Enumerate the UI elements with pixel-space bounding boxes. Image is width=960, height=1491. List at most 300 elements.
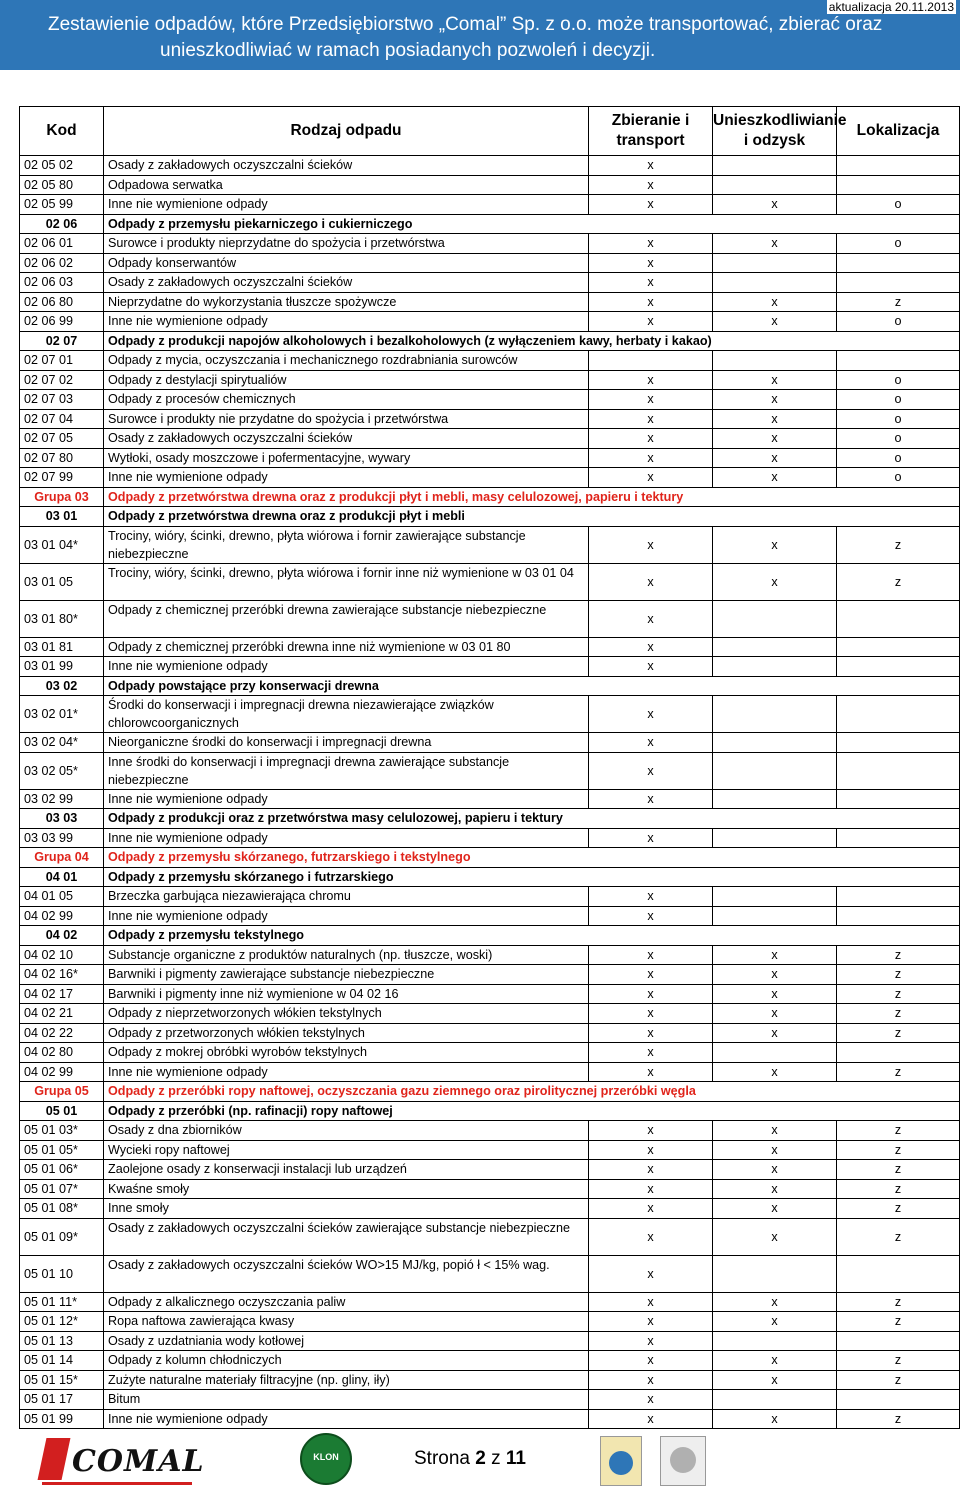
cell-collection-transport: x — [589, 733, 713, 753]
cell-description: Osady z uzdatniania wody kotłowej — [104, 1331, 589, 1351]
table-row — [20, 1312, 960, 1332]
cell-code: 04 02 80 — [20, 1043, 104, 1063]
cell-code: 05 01 99 — [20, 1409, 104, 1429]
cell-code: 05 01 06* — [20, 1160, 104, 1180]
table-row — [20, 1370, 960, 1390]
table-row — [20, 1351, 960, 1371]
cell-disposal-recovery — [713, 752, 837, 789]
page-title-line-1: Zestawienie odpadów, które Przedsiębiorstwo „Comal” Sp. z o.o. może transportować, zbierać oraz — [48, 14, 883, 35]
table-row — [20, 331, 960, 351]
cell-code: 03 03 — [20, 809, 104, 829]
table-row — [20, 1062, 960, 1082]
cell-disposal-recovery: x — [713, 1121, 837, 1141]
cell-disposal-recovery: x — [713, 526, 837, 563]
table-row — [20, 1023, 960, 1043]
table-row — [20, 906, 960, 926]
table-row — [20, 234, 960, 254]
cell-description: Odpady z nieprzetworzonych włókien tekstylnych — [104, 1004, 589, 1024]
table-row — [20, 676, 960, 696]
cell-code: 05 01 13 — [20, 1331, 104, 1351]
cell-description: Osady z zakładowych oczyszczalni ścieków — [104, 156, 589, 176]
comal-logo-underline — [42, 1482, 192, 1485]
cell-collection-transport: x — [589, 752, 713, 789]
cell-disposal-recovery: x — [713, 390, 837, 410]
cell-description: Odpady z przeróbki ropy naftowej, oczyszczania gazu ziemnego oraz pirolitycznej przeróbki węgla — [104, 1082, 960, 1102]
cell-location — [837, 1390, 960, 1410]
cell-location: o — [837, 448, 960, 468]
cell-description: Inne nie wymienione odpady — [104, 468, 589, 488]
col-unieszkodliwianie: Unieszkodliwianie i odzysk — [713, 107, 837, 156]
cell-disposal-recovery: x — [713, 312, 837, 332]
cell-location — [837, 733, 960, 753]
table-row — [20, 448, 960, 468]
cell-code: 02 06 80 — [20, 292, 104, 312]
cell-location — [837, 828, 960, 848]
cell-disposal-recovery: x — [713, 1004, 837, 1024]
page-sep: z — [491, 1448, 501, 1469]
cell-description: Nieprzydatne do wykorzystania tłuszcze spożywcze — [104, 292, 589, 312]
cell-location: z — [837, 965, 960, 985]
cell-description: Inne nie wymienione odpady — [104, 789, 589, 809]
cell-disposal-recovery: x — [713, 1351, 837, 1371]
cell-location — [837, 175, 960, 195]
cell-disposal-recovery: x — [713, 195, 837, 215]
cell-location: z — [837, 526, 960, 563]
cell-location: z — [837, 1351, 960, 1371]
cell-description: Osady z zakładowych oczyszczalni ścieków zawierające substancje niebezpieczne — [104, 1218, 589, 1255]
cell-collection-transport: x — [589, 1218, 713, 1255]
cell-code: 03 02 — [20, 676, 104, 696]
table-row — [20, 487, 960, 507]
cell-code: 03 02 04* — [20, 733, 104, 753]
klon-logo-text: KLON — [313, 1452, 339, 1462]
cell-collection-transport: x — [589, 370, 713, 390]
cell-disposal-recovery: x — [713, 448, 837, 468]
col-zbieranie: Zbieranie i transport — [589, 107, 713, 156]
cell-location: z — [837, 292, 960, 312]
cell-description: Surowce i produkty nieprzydatne do spożycia i przetwórstwa — [104, 234, 589, 254]
cell-code: Grupa 03 — [20, 487, 104, 507]
cell-code: 05 01 10 — [20, 1255, 104, 1292]
table-row — [20, 429, 960, 449]
cell-location: z — [837, 1004, 960, 1024]
cell-location: o — [837, 195, 960, 215]
table-row — [20, 1160, 960, 1180]
cell-collection-transport: x — [589, 1351, 713, 1371]
cell-disposal-recovery — [713, 1255, 837, 1292]
comal-logo-text: COMAL — [72, 1444, 205, 1479]
cell-description: Inne środki do konserwacji i impregnacji drewna zawierające substancje niebezpieczne — [104, 752, 589, 789]
table-row — [20, 195, 960, 215]
cell-collection-transport: x — [589, 1043, 713, 1063]
cell-location: z — [837, 1160, 960, 1180]
cell-description: Odpady z przemysłu skórzanego, futrzarskiego i tekstylnego — [104, 848, 960, 868]
cell-code: 02 07 05 — [20, 429, 104, 449]
cell-location — [837, 637, 960, 657]
cell-location — [837, 887, 960, 907]
waste-table — [19, 106, 960, 1429]
cell-disposal-recovery: x — [713, 1409, 837, 1429]
table-row — [20, 1140, 960, 1160]
cell-code: 05 01 07* — [20, 1179, 104, 1199]
cell-disposal-recovery — [713, 253, 837, 273]
cell-code: 02 05 99 — [20, 195, 104, 215]
cell-code: 03 02 01* — [20, 696, 104, 733]
cell-collection-transport: x — [589, 175, 713, 195]
cell-collection-transport: x — [589, 696, 713, 733]
cell-location: z — [837, 563, 960, 600]
cell-disposal-recovery: x — [713, 1199, 837, 1219]
table-row — [20, 156, 960, 176]
page-prefix: Strona — [414, 1448, 470, 1469]
table-row — [20, 292, 960, 312]
cell-collection-transport: x — [589, 253, 713, 273]
cell-code: Grupa 05 — [20, 1082, 104, 1102]
cell-disposal-recovery: x — [713, 1312, 837, 1332]
cell-code: 05 01 12* — [20, 1312, 104, 1332]
cell-description: Odpady z przeróbki (np. rafinacji) ropy naftowej — [104, 1101, 960, 1121]
cell-disposal-recovery — [713, 696, 837, 733]
cell-location: z — [837, 984, 960, 1004]
table-row — [20, 1043, 960, 1063]
cell-disposal-recovery — [713, 1331, 837, 1351]
table-row — [20, 696, 960, 733]
cell-collection-transport: x — [589, 448, 713, 468]
cell-code: 03 01 99 — [20, 657, 104, 677]
table-row — [20, 926, 960, 946]
cell-description: Odpady z przetworzonych włókien tekstylnych — [104, 1023, 589, 1043]
cell-location: o — [837, 409, 960, 429]
cell-code: 04 02 10 — [20, 945, 104, 965]
cell-description: Trociny, wióry, ścinki, drewno, płyta wiórowa i fornir zawierające substancje niebezpieczne — [104, 526, 589, 563]
cell-collection-transport: x — [589, 1179, 713, 1199]
table-row — [20, 1331, 960, 1351]
cell-collection-transport: x — [589, 1292, 713, 1312]
cell-collection-transport: x — [589, 1004, 713, 1024]
cell-description: Ropa naftowa zawierająca kwasy — [104, 1312, 589, 1332]
cell-collection-transport: x — [589, 887, 713, 907]
cell-description: Środki do konserwacji i impregnacji drewna niezawierające związków chlorowcoorganicznych — [104, 696, 589, 733]
cell-collection-transport — [589, 351, 713, 371]
cell-disposal-recovery: x — [713, 1140, 837, 1160]
cell-location: z — [837, 1292, 960, 1312]
table-row — [20, 789, 960, 809]
table-row — [20, 312, 960, 332]
cell-location: o — [837, 312, 960, 332]
table-row — [20, 1101, 960, 1121]
award-badge-icon — [660, 1436, 706, 1486]
cell-disposal-recovery: x — [713, 1179, 837, 1199]
table-row — [20, 752, 960, 789]
cell-code: 02 06 99 — [20, 312, 104, 332]
cell-description: Odpady z przemysłu piekarniczego i cukierniczego — [104, 214, 960, 234]
cell-location: z — [837, 1409, 960, 1429]
table-row — [20, 1409, 960, 1429]
certificate-badge-icon — [600, 1436, 642, 1486]
cell-disposal-recovery: x — [713, 1062, 837, 1082]
cell-location: z — [837, 1121, 960, 1141]
cell-code: 02 07 03 — [20, 390, 104, 410]
cell-location — [837, 906, 960, 926]
table-row — [20, 507, 960, 527]
cell-disposal-recovery: x — [713, 945, 837, 965]
cell-description: Odpady powstające przy konserwacji drewna — [104, 676, 960, 696]
cell-disposal-recovery — [713, 156, 837, 176]
cell-location: z — [837, 1370, 960, 1390]
cell-code: 02 05 80 — [20, 175, 104, 195]
cell-code: 02 07 — [20, 331, 104, 351]
cell-location: o — [837, 234, 960, 254]
cell-collection-transport: x — [589, 390, 713, 410]
cell-code: 02 06 03 — [20, 273, 104, 293]
cell-code: 03 01 81 — [20, 637, 104, 657]
cell-collection-transport: x — [589, 965, 713, 985]
table-row — [20, 253, 960, 273]
cell-disposal-recovery: x — [713, 1370, 837, 1390]
cell-code: 04 02 22 — [20, 1023, 104, 1043]
cell-location: o — [837, 390, 960, 410]
cell-code: Grupa 04 — [20, 848, 104, 868]
cell-collection-transport: x — [589, 156, 713, 176]
cell-location: z — [837, 945, 960, 965]
cell-disposal-recovery — [713, 1390, 837, 1410]
table-row — [20, 848, 960, 868]
cell-disposal-recovery: x — [713, 1023, 837, 1043]
cell-disposal-recovery — [713, 828, 837, 848]
table-row — [20, 563, 960, 600]
cell-location: z — [837, 1179, 960, 1199]
cell-description: Barwniki i pigmenty inne niż wymienione w 04 02 16 — [104, 984, 589, 1004]
cell-disposal-recovery — [713, 175, 837, 195]
cell-description: Odpady z przetwórstwa drewna oraz z produkcji płyt i mebli, masy celulozowej, papieru i tektury — [104, 487, 960, 507]
cell-disposal-recovery: x — [713, 984, 837, 1004]
table-row — [20, 828, 960, 848]
cell-code: 03 01 — [20, 507, 104, 527]
cell-description: Brzeczka garbująca niezawierająca chromu — [104, 887, 589, 907]
table-row — [20, 1004, 960, 1024]
cell-description: Wycieki ropy naftowej — [104, 1140, 589, 1160]
cell-collection-transport: x — [589, 1255, 713, 1292]
cell-collection-transport: x — [589, 429, 713, 449]
cell-description: Odpady z destylacji spirytualiów — [104, 370, 589, 390]
table-row — [20, 214, 960, 234]
cell-code: 05 01 09* — [20, 1218, 104, 1255]
cell-description: Odpady z mycia, oczyszczania i mechanicznego rozdrabniania surowców — [104, 351, 589, 371]
cell-description: Substancje organiczne z produktów naturalnych (np. tłuszcze, woski) — [104, 945, 589, 965]
cell-location — [837, 657, 960, 677]
cell-collection-transport: x — [589, 468, 713, 488]
cell-description: Odpadowa serwatka — [104, 175, 589, 195]
cell-description: Osady z zakładowych oczyszczalni ścieków WO>15 MJ/kg, popió ł < 15% wag. — [104, 1255, 589, 1292]
cell-disposal-recovery — [713, 351, 837, 371]
cell-disposal-recovery — [713, 637, 837, 657]
cell-collection-transport: x — [589, 195, 713, 215]
table-row — [20, 600, 960, 637]
cell-code: 05 01 15* — [20, 1370, 104, 1390]
cell-collection-transport: x — [589, 273, 713, 293]
cell-description: Inne smoły — [104, 1199, 589, 1219]
cell-collection-transport: x — [589, 1312, 713, 1332]
cell-location — [837, 789, 960, 809]
cell-disposal-recovery — [713, 657, 837, 677]
comal-logo — [42, 1438, 205, 1480]
cell-description: Inne nie wymienione odpady — [104, 906, 589, 926]
cell-location — [837, 351, 960, 371]
cell-collection-transport: x — [589, 1062, 713, 1082]
cell-description: Odpady z procesów chemicznych — [104, 390, 589, 410]
table-row — [20, 175, 960, 195]
cell-location: o — [837, 429, 960, 449]
cell-code: 05 01 11* — [20, 1292, 104, 1312]
cell-description: Trociny, wióry, ścinki, drewno, płyta wiórowa i fornir inne niż wymienione w 03 01 04 — [104, 563, 589, 600]
comal-logo-mark — [38, 1438, 71, 1480]
cell-disposal-recovery: x — [713, 234, 837, 254]
cell-location: z — [837, 1140, 960, 1160]
cell-description: Odpady z alkalicznego oczyszczania paliw — [104, 1292, 589, 1312]
cell-location: o — [837, 370, 960, 390]
cell-disposal-recovery: x — [713, 1292, 837, 1312]
table-row — [20, 468, 960, 488]
cell-code: 05 01 05* — [20, 1140, 104, 1160]
cell-description: Osady z dna zbiorników — [104, 1121, 589, 1141]
cell-description: Inne nie wymienione odpady — [104, 312, 589, 332]
cell-code: 04 01 05 — [20, 887, 104, 907]
table-row — [20, 1121, 960, 1141]
table-row — [20, 273, 960, 293]
cell-description: Inne nie wymienione odpady — [104, 1409, 589, 1429]
table-row — [20, 370, 960, 390]
cell-disposal-recovery — [713, 273, 837, 293]
cell-collection-transport: x — [589, 1160, 713, 1180]
cell-code: 03 02 05* — [20, 752, 104, 789]
table-row — [20, 965, 960, 985]
col-kod: Kod — [20, 107, 104, 156]
cell-collection-transport: x — [589, 563, 713, 600]
cell-disposal-recovery: x — [713, 468, 837, 488]
table-row — [20, 1255, 960, 1292]
cell-location — [837, 273, 960, 293]
cell-disposal-recovery — [713, 887, 837, 907]
cell-location: z — [837, 1062, 960, 1082]
cell-code: 05 01 — [20, 1101, 104, 1121]
cell-disposal-recovery — [713, 600, 837, 637]
cell-collection-transport: x — [589, 1199, 713, 1219]
cell-collection-transport: x — [589, 789, 713, 809]
table-row — [20, 390, 960, 410]
cell-description: Odpady z chemicznej przeróbki drewna inne niż wymienione w 03 01 80 — [104, 637, 589, 657]
cell-disposal-recovery: x — [713, 292, 837, 312]
cell-collection-transport: x — [589, 1390, 713, 1410]
cell-description: Osady z zakładowych oczyszczalni ścieków — [104, 273, 589, 293]
table-row — [20, 867, 960, 887]
cell-code: 03 03 99 — [20, 828, 104, 848]
cell-code: 05 01 17 — [20, 1390, 104, 1410]
cell-description: Inne nie wymienione odpady — [104, 828, 589, 848]
cell-collection-transport: x — [589, 906, 713, 926]
table-row — [20, 657, 960, 677]
table-row — [20, 1292, 960, 1312]
cell-code: 04 02 99 — [20, 1062, 104, 1082]
cell-description: Odpady z mokrej obróbki wyrobów tekstylnych — [104, 1043, 589, 1063]
cell-collection-transport: x — [589, 1023, 713, 1043]
cell-disposal-recovery: x — [713, 563, 837, 600]
cell-code: 05 01 08* — [20, 1199, 104, 1219]
update-date: aktualizacja 20.11.2013 — [828, 0, 954, 14]
cell-location — [837, 1043, 960, 1063]
cell-collection-transport: x — [589, 984, 713, 1004]
cell-description: Odpady z przemysłu tekstylnego — [104, 926, 960, 946]
cell-location — [837, 752, 960, 789]
cell-disposal-recovery: x — [713, 409, 837, 429]
cell-disposal-recovery — [713, 733, 837, 753]
cell-collection-transport: x — [589, 292, 713, 312]
footer — [0, 1430, 960, 1491]
cell-location: z — [837, 1218, 960, 1255]
cell-description: Odpady z chemicznej przeróbki drewna zawierające substancje niebezpieczne — [104, 600, 589, 637]
page-title-line-2: unieszkodliwiać w ramach posiadanych pozwoleń i decyzji. — [160, 40, 656, 61]
table-row — [20, 733, 960, 753]
table-row — [20, 526, 960, 563]
cell-code: 03 01 80* — [20, 600, 104, 637]
cell-disposal-recovery — [713, 1043, 837, 1063]
cell-description: Odpady z przemysłu skórzanego i futrzarskiego — [104, 867, 960, 887]
cell-location — [837, 1331, 960, 1351]
cell-description: Odpady konserwantów — [104, 253, 589, 273]
cell-location — [837, 600, 960, 637]
cell-description: Zaolejone osady z konserwacji instalacji lub urządzeń — [104, 1160, 589, 1180]
cell-description: Wytłoki, osady moszczowe i pofermentacyjne, wywary — [104, 448, 589, 468]
table-row — [20, 887, 960, 907]
cell-description: Osady z zakładowych oczyszczalni ścieków — [104, 429, 589, 449]
cell-description: Inne nie wymienione odpady — [104, 195, 589, 215]
cell-code: 02 07 99 — [20, 468, 104, 488]
table-row — [20, 945, 960, 965]
table-row — [20, 984, 960, 1004]
cell-code: 04 02 99 — [20, 906, 104, 926]
title-banner — [0, 0, 960, 70]
cell-description: Surowce i produkty nie przydatne do spożycia i przetwórstwa — [104, 409, 589, 429]
table-row — [20, 409, 960, 429]
col-lokalizacja: Lokalizacja — [837, 107, 960, 156]
cell-code: 04 02 21 — [20, 1004, 104, 1024]
cell-disposal-recovery: x — [713, 1160, 837, 1180]
page-total: 11 — [505, 1448, 526, 1469]
cell-collection-transport: x — [589, 637, 713, 657]
cell-collection-transport: x — [589, 312, 713, 332]
cell-location — [837, 696, 960, 733]
cell-description: Zużyte naturalne materiały filtracyjne (np. gliny, iły) — [104, 1370, 589, 1390]
cell-code: 03 02 99 — [20, 789, 104, 809]
cell-description: Inne nie wymienione odpady — [104, 1062, 589, 1082]
cell-code: 02 07 02 — [20, 370, 104, 390]
cell-collection-transport: x — [589, 945, 713, 965]
table-row — [20, 637, 960, 657]
table-header-row — [20, 107, 960, 156]
cell-collection-transport: x — [589, 234, 713, 254]
page-number — [414, 1448, 526, 1470]
cell-code: 02 06 — [20, 214, 104, 234]
cell-location: z — [837, 1312, 960, 1332]
table-row — [20, 1218, 960, 1255]
cell-location — [837, 156, 960, 176]
table-row — [20, 351, 960, 371]
cell-location — [837, 1255, 960, 1292]
cell-collection-transport: x — [589, 526, 713, 563]
table-row — [20, 1082, 960, 1102]
cell-disposal-recovery: x — [713, 1218, 837, 1255]
cell-collection-transport: x — [589, 657, 713, 677]
cell-code: 02 06 02 — [20, 253, 104, 273]
